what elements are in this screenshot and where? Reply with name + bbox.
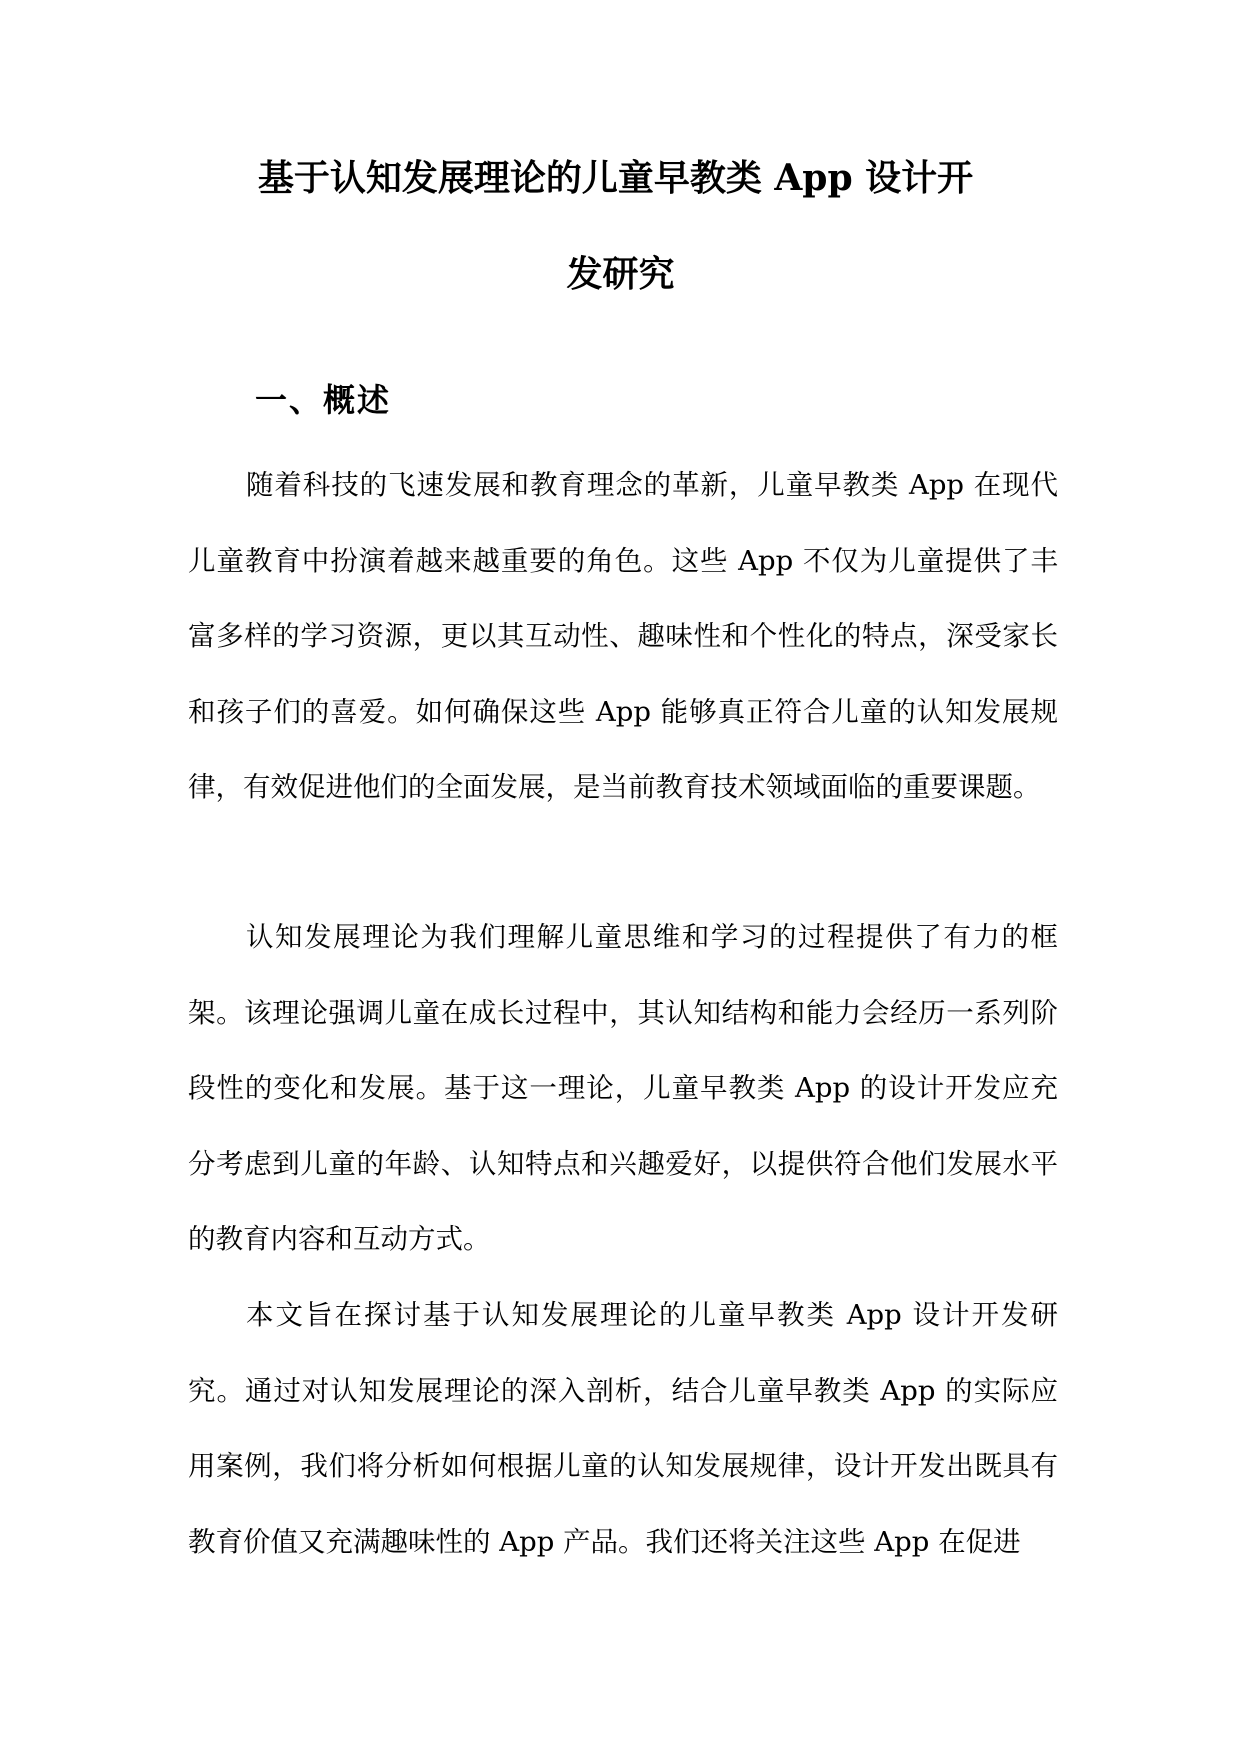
section-heading-overview: 一、概述 — [255, 381, 392, 419]
document-title-line-1: 基于认知发展理论的儿童早教类 App 设计开 — [257, 157, 974, 199]
paragraph-2: 认知发展理论为我们理解儿童思维和学习的过程提供了有力的框架。该理论强调儿童在成长过程中，其认知结构和能力会经历一系列阶段性的变化和发展。基于这一理论，儿童早教类 App 的设计开发应充分考虑到儿童的年龄、认知特点和兴趣爱好，以提供符合他们发展水平的教育内容和互动方式。 — [188, 921, 1058, 1256]
document-title-line-2: 发研究 — [566, 253, 675, 295]
paragraph-1: 随着科技的飞速发展和教育理念的革新，儿童早教类 App 在现代儿童教育中扮演着越来越重要的角色。这些 App 不仅为儿童提供了丰富多样的学习资源，更以其互动性、趣味性和个性化的特点，深受家长和孩子们的喜爱。如何确保这些 App 能够真正符合儿童的认知发展规律，有效促进他们的全面发展，是当前教育技术领域面临的重要课题。 — [188, 469, 1058, 804]
paragraph-3: 本文旨在探讨基于认知发展理论的儿童早教类 App 设计开发研究。通过对认知发展理论的深入剖析，结合儿童早教类 App 的实际应用案例，我们将分析如何根据儿童的认知发展规律，设计开发出既具有教育价值又充满趣味性的 App 产品。我们还将关注这些 App 在促进 — [188, 1299, 1058, 1558]
